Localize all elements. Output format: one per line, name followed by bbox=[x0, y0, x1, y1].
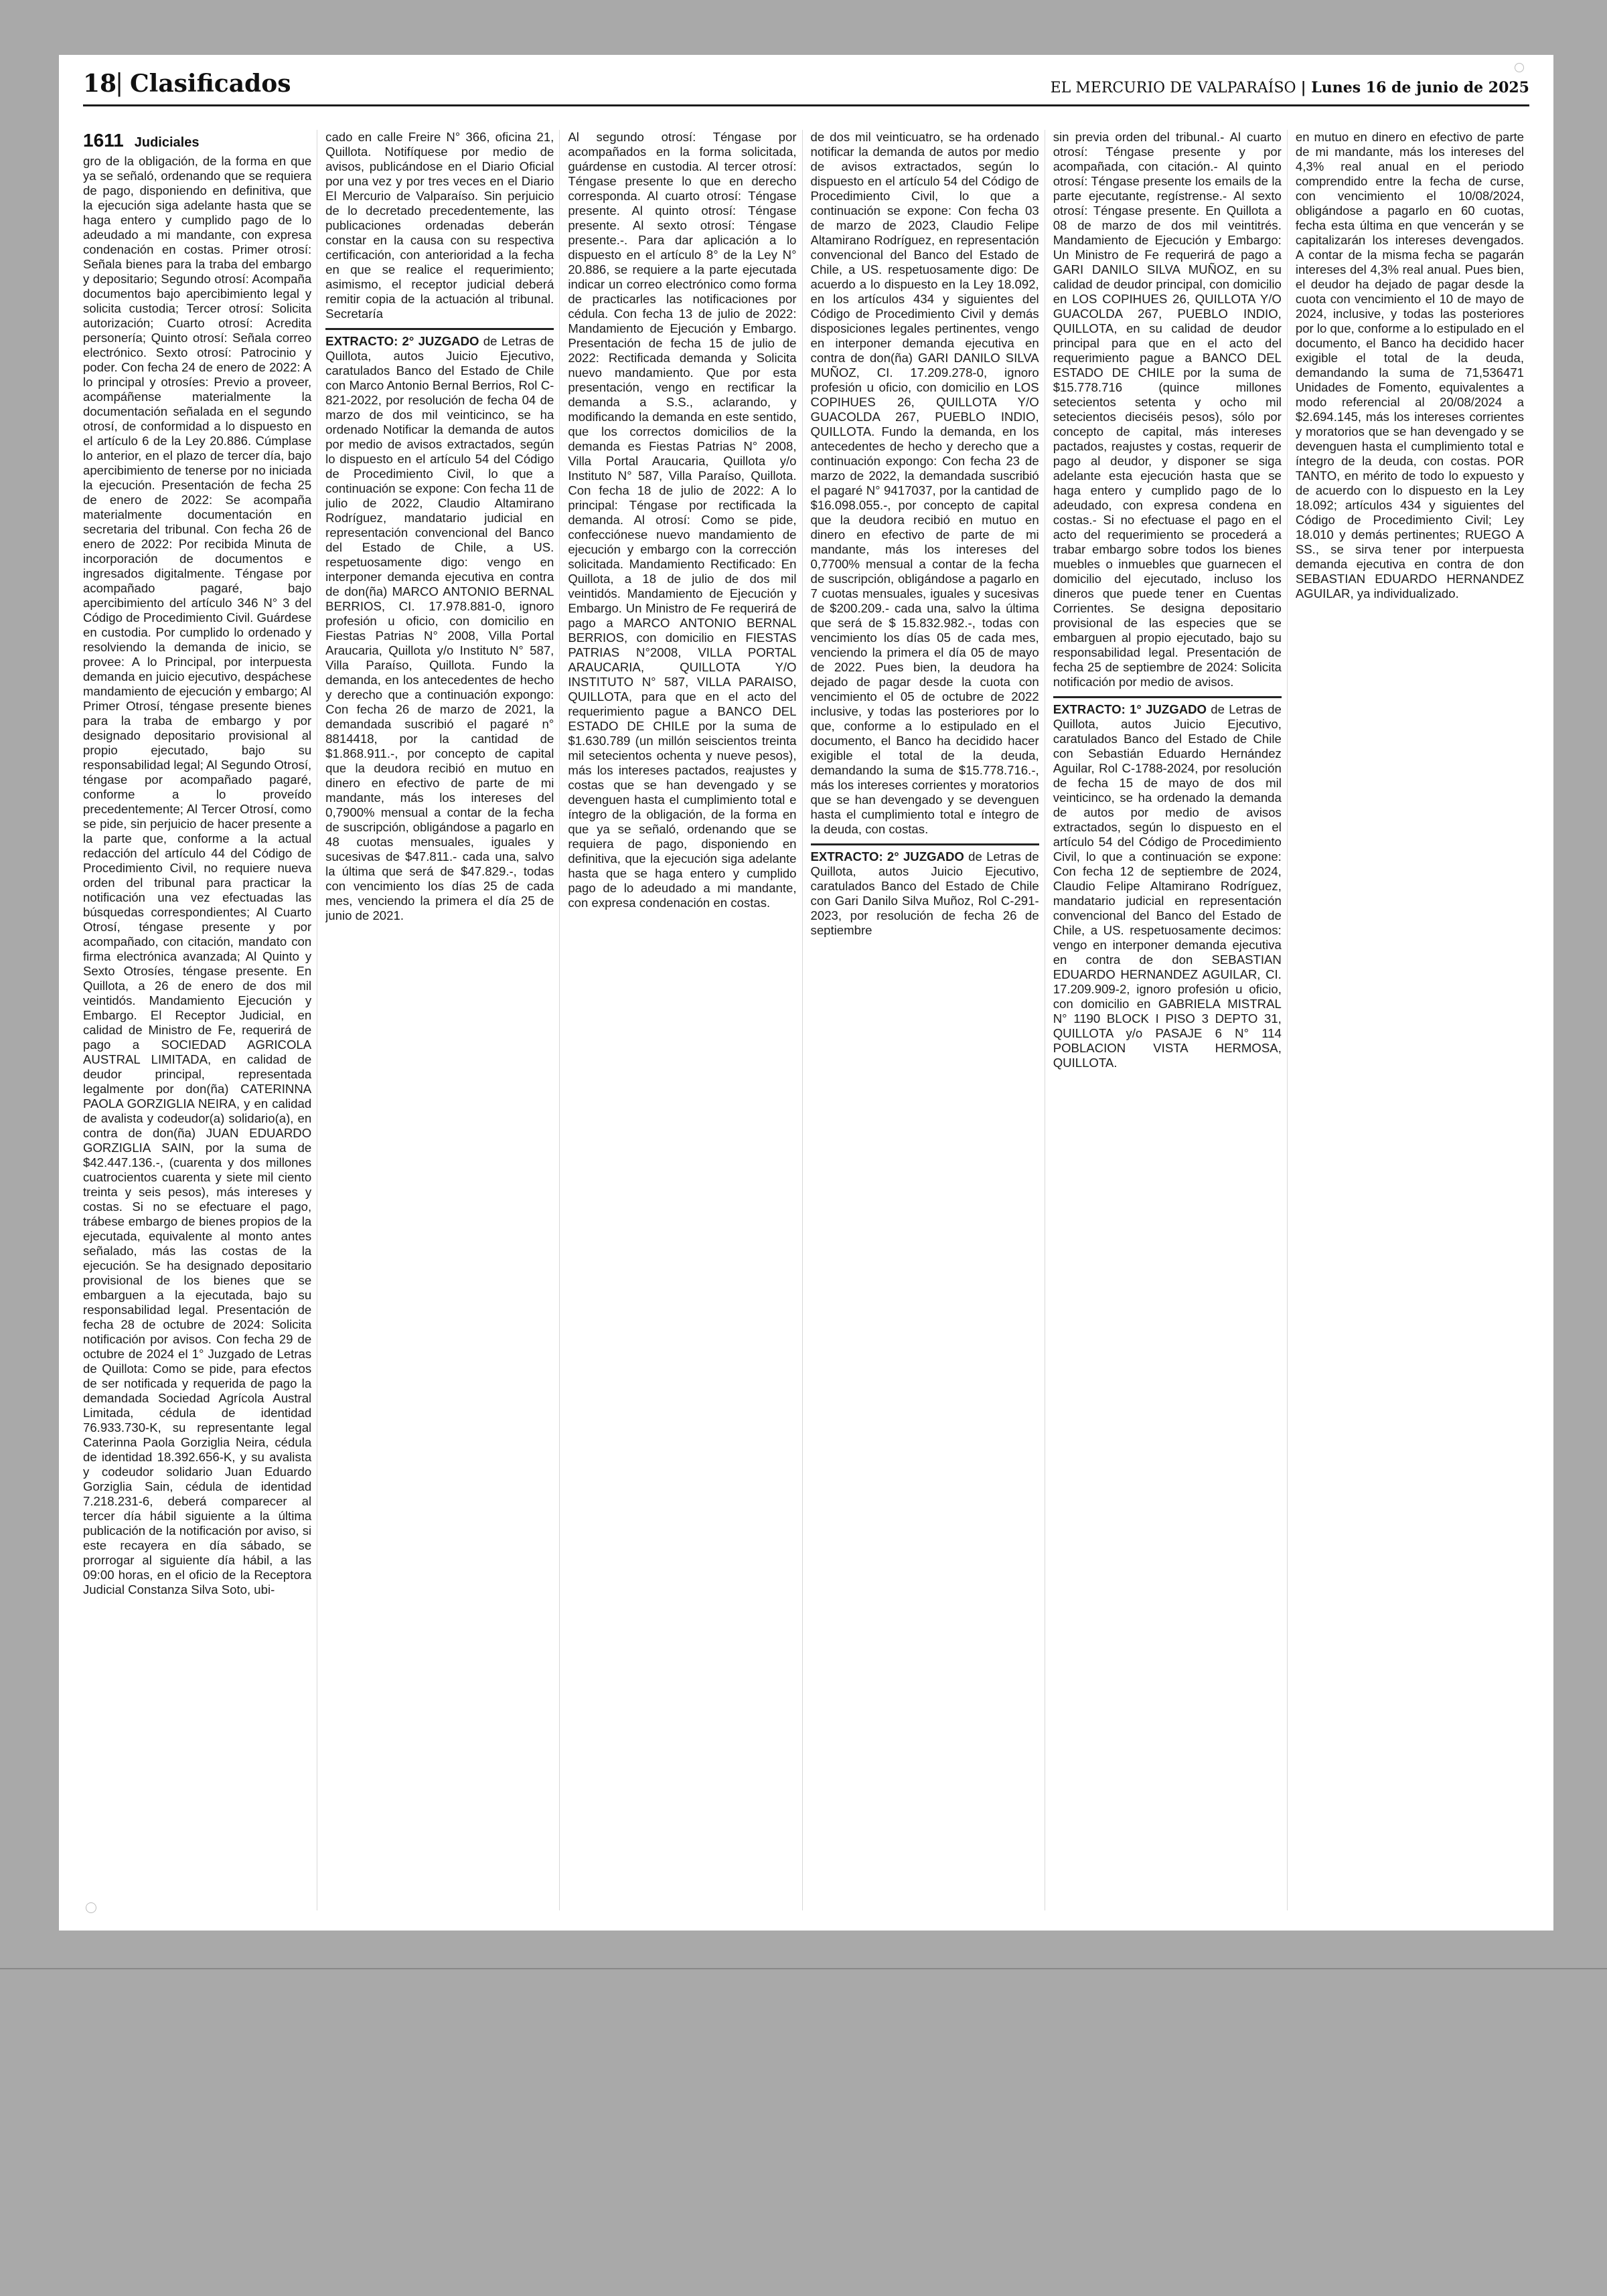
extract-head: EXTRACTO: 1° JUZGADO bbox=[1053, 702, 1207, 716]
extract-head: EXTRACTO: 2° JUZGADO bbox=[810, 849, 964, 864]
header-separator: | bbox=[115, 70, 124, 97]
section-title: Clasificados bbox=[130, 70, 291, 98]
extract-notice bbox=[811, 843, 1039, 938]
column-6 bbox=[1296, 130, 1529, 1910]
masthead: EL MERCURIO DE VALPARAÍSO | Lunes 16 de junio de 2025 bbox=[1050, 79, 1529, 96]
extract-notice bbox=[325, 328, 554, 923]
bottom-rule bbox=[0, 1968, 1607, 1969]
column-3 bbox=[568, 130, 802, 1910]
paper-name: EL MERCURIO DE VALPARAÍSO bbox=[1050, 80, 1296, 96]
column-text: gro de la obligación, de la forma en que ya se señaló, ordenando que se requiera de pago, disponiendo en definitiva, que la ejecución siga adelante hasta que se haga entero y cumplido pago de lo adeudado a mi mandante, con expresa condenación en costas. Primer otrosí: Señala bienes para la traba del embargo y depositario; Segundo otrosí: Acompaña documentos bajo apercibimiento legal y solicita custodia; Tercer otrosí: Solicita autorización; Cuarto otrosí: Acredita personería; Quinto otrosí: Señala correo electrónico. Sexto otrosí: Patrocinio y poder. Con fecha 24 de enero de 2022: A lo principal y otrosíes: Previo a proveer, acompáñense materialmente la documentación señalada en el segundo otrosí, de conformidad a lo dispuesto en el artículo 6 de la Ley 20.886. Cúmplase lo anterior, en el plazo de tercer día, bajo apercibimiento de tenerse por no iniciada la ejecución. Presentación de fecha 25 de enero de 2022: Se acompaña materialmente documentación en secretaria del tribunal. Con fecha 26 de enero de 2022: Por recibida Minuta de incorporación de documentos e ingresados digitalmente. Téngase por acompañado pagaré, bajo apercibimiento del artículo 346 N° 3 del Código de Procedimiento Civil. Guárdese en custodia. Por cumplido lo ordenado y resolviendo la demanda de inicio, se provee: A lo Principal, por interpuesta demanda en juicio ejecutivo, despáchese mandamiento de ejecución y embargo; Al Primer Otrosí, téngase presente bienes para la traba de embargo y por designado depositario provisional al propio ejecutado, bajo su responsabilidad legal; Al Segundo Otrosí, téngase por acompañado pagaré, conforme a lo proveído precedentemente; Al Tercer Otrosí, como se pide, sin perjuicio de hacer presente a la parte que, conforme a la actual redacción del artículo 44 del Código de Procedimiento Civil, no requiere nueva orden del tribunal para practicar la notificación una vez efectuadas las búsquedas correspondientes; Al Cuarto Otrosí, téngase presente y por acompañado, con citación, mandato con firma electrónica avanzada; Al Quinto y Sexto Otrosíes, téngase presente. En Quillota, a 26 de enero de dos mil veintidós. Mandamiento Ejecución y Embargo. El Receptor Judicial, en calidad de Ministro de Fe, requerirá de pago a SOCIEDAD AGRICOLA AUSTRAL LIMITADA, en calidad de deudor principal, representada legalmente por don(ña) CATERINNA PAOLA GORZIGLIA NEIRA, y en calidad de avalista y codeudor(a) solidario(a), en contra de don(ña) JUAN EDUARDO GORZIGLIA SAIN, por la suma de $42.447.136.-, (cuarenta y dos millones cuatrocientos cuarenta y siete mil ciento treinta y seis pesos), más intereses y costas. Si no se efectuare el pago, trábese embargo de bienes propios de la ejecutada, equivalente al monto antes señalado, más las costas de la ejecución. Se ha designado depositario provisional de los bienes que se embarguen a la ejecutada, bajo su responsabilidad legal. Presentación de fecha 28 de octubre de 2024: Solicita notificación por avisos. Con fecha 29 de octubre de 2024 el 1° Juzgado de Letras de Quillota: Como se pide, para efectos de ser notificada y requerida de pago la demandada Sociedad Agrícola Austral Limitada, cédula de identidad 76.933.730-K, su representante legal Caterinna Paola Gorziglia Neira, cédula de identidad 18.392.656-K, y su avalista y codeudor solidario Juan Eduardo Gorziglia Sain, cédula de identidad 7.218.231-6, deberá comparecer al tercer día hábil siguiente a la última publicación de la notificación por aviso, si este recayera en día sábado, se prorrogar al siguiente día hábil, a las 09:00 horas, en el oficio de la Receptora Judicial Constanza Silva Soto, ubi- bbox=[83, 154, 312, 1596]
column-text: de dos mil veinticuatro, se ha ordenado notificar la demanda de autos por medio de avisos extractados, según lo dispuesto en el artículo 54 del Código de Procedimiento Civil, lo que a continuación se expone: Con fecha 03 de marzo de 2023, Claudio Felipe Altamirano Rodríguez, en representación convencional del Banco del Estado de Chile, a US. respetuosamente digo: De acuerdo a lo dispuesto en la Ley 18.092, en los artículos 434 y siguientes del Código de Procedimiento Civil y demás disposiciones legales pertinentes, vengo en interponer demanda ejecutiva en contra de don(ña) GARI DANILO SILVA MUÑOZ, CI. 17.209.278-0, ignoro profesión u oficio, con domicilio en LOS COPIHUES 26, QUILLOTA Y/O GUACOLDA 267, PUEBLO INDIO, QUILLOTA. Fundo la demanda, en los antecedentes de hecho y derecho que a continuación expongo: Con fecha 23 de marzo de 2022, la demandada suscribió el pagaré N° 9417037, por la cantidad de $16.098.055.-, por concepto de capital que la deudora recibió en mutuo en dinero en efectivo de parte de mi mandante, más los intereses del 0,7700% mensual a contar de la fecha de suscripción, obligándose a pagarlo en 7 cuotas mensuales, iguales y sucesivas de $200.209.- cada una, salvo la última que será de $ 15.832.982.-, todas con vencimiento los días 05 de cada mes, venciendo la primera el día 05 de mayo de 2022. Pues bien, la deudora ha dejado de pagar desde la cuota con vencimiento el 05 de octubre de 2022 inclusive, y todas las posteriores por lo que, conforme a lo estipulado en el documento, el Banco ha decidido hacer exigible el total de la deuda, demandando la suma de $15.778.716.-, más los intereses corrientes y moratorios que se han devengado y se devenguen hasta el cumplimiento total e íntegro de la deuda, con costas. bbox=[810, 130, 1039, 836]
registration-mark-icon bbox=[1515, 63, 1524, 72]
column-2 bbox=[325, 130, 560, 1910]
category-lead bbox=[83, 130, 311, 151]
column-5 bbox=[1053, 130, 1288, 1910]
page-header bbox=[83, 62, 1529, 106]
column-text: sin previa orden del tribunal.- Al cuarto otrosí: Téngase presente y por acompañada, con citación.- Al quinto otrosí: Téngase presente los emails de la parte ejecutante, regístrense.- Al sexto otrosí: Téngase presente. En Quillota a 08 de marzo de dos mil veintitrés. Mandamiento de Ejecución y Embargo: Un Ministro de Fe requerirá de pago a GARI DANILO SILVA MUÑOZ, en su calidad de deudor principal, con domicilio en LOS COPIHUES 26, QUILLOTA Y/O GUACOLDA 267, PUEBLO INDIO, QUILLOTA, en su calidad de deudor principal para que en el acto del requerimiento pague a BANCO DEL ESTADO DE CHILE por la suma de $15.778.716 (quince millones setecientos setenta y ocho mil setecientos dieciséis pesos), sólo por concepto de capital, más intereses pactados, reajustes y costas, requerir de pago al deudor, y disponer se siga adelante esta ejecución hasta que se haga entero y cumplido pago de lo adeudado, con expresa condena en costas.- Si no efectuase el pago en el acto del requerimiento se procederá a trabar embargo sobre todos los bienes muebles o inmuebles que guarnecen el domicilio del ejecutado, incluso los dineros que puede tener en Cuentas Corrientes. Se designa depositario provisional de las especies que se embarguen al propio ejecutado, bajo su responsabilidad legal. Presentación de fecha 25 de septiembre de 2024: Solicita notificación por medio de avisos. bbox=[1053, 130, 1282, 689]
extract-text bbox=[325, 334, 554, 923]
column-1 bbox=[83, 130, 317, 1910]
page-number: 18 bbox=[83, 70, 117, 98]
extract-body: de Letras de Quillota, autos Juicio Ejecutivo, caratulados Banco del Estado de Chile con Sebastián Eduardo Hernández Aguilar, Rol C-1788-2024, por resolución de fecha 15 de mayo de dos mil veinticinco, se ha ordenado la demanda de autos por medio de avisos extractados, según lo dispuesto en el artículo 54 del Código de Procedimiento Civil, lo que a continuación se expone: Con fecha 12 de septiembre de 2024, Claudio Felipe Altamirano Rodríguez, mandatario judicial en representación convencional del Banco del Estado de Chile, a US. respetuosamente decimos: vengo en interponer demanda ejecutiva en contra de don SEBASTIAN EDUARDO HERNANDEZ AGUILAR, CI. 17.209.909-2, ignoro profesión u oficio, con domicilio en GABRIELA MISTRAL N° 1190 BLOCK I PISO 3 DEPTO 31, QUILLOTA y/o PASAJE 6 N° 114 POBLACION VISTA HERMOSA, QUILLOTA. bbox=[1053, 702, 1282, 1070]
column-text: en mutuo en dinero en efectivo de parte de mi mandante, más los intereses del 4,3% real anual en el periodo comprendido entre la fecha de curse, con vencimiento el 10/08/2024, obligándose a pagarlo en 60 cuotas, fecha esta última en que vencerán y se capitalizarán los intereses devengados. A contar de la misma fecha se pagarán intereses del 4,3% real anual. Pues bien, el deudor ha dejado de pagar desde la cuota con vencimiento el 10 de mayo de 2024, inclusive, y todas las posteriores por lo que, conforme a lo estipulado en el documento, el Banco ha decidido hacer exigible el total de la deuda, demandando la suma de 71,536471 Unidades de Fomento, equivalentes a modo referencial al 20/08/2024 a $2.694.145, más los intereses corrientes y moratorios que se han devengado y se devenguen hasta el cumplimiento total e íntegro de la deuda, con costas. POR TANTO, en mérito de todo lo expuesto y de acuerdo con lo dispuesto en la Ley 18.092; artículos 434 y siguientes del Código de Procedimiento Civil; Ley 18.010 y demás pertinentes; RUEGO A SS., se sirva tener por interpuesta demanda ejecutiva en contra de don SEBASTIAN EDUARDO HERNANDEZ AGUILAR, ya individualizado. bbox=[1295, 130, 1525, 600]
extract-text bbox=[811, 849, 1039, 938]
column-text: cado en calle Freire N° 366, oficina 21, Quillota. Notifíquese por medio de avisos, publicándose en el Diario Oficial por una vez y por tres veces en el Diario El Mercurio de Valparaíso. Sin perjuicio de lo decretado precedentemente, las publicaciones ordenadas deberán constar en la causa con su respectiva certificación, con anterioridad a la fecha en que se realice el requerimiento; asimismo, el receptor judicial deberá remitir copia de la actuación al tribunal. Secretaría bbox=[325, 130, 554, 321]
newspaper-page bbox=[59, 55, 1553, 1931]
column-text: Al segundo otrosí: Téngase por acompañados en la forma solicitada, guárdense en custodia. Al tercer otrosí: Téngase presente lo que en derecho corresponda. Al cuarto otrosí: Téngase presente. Al quinto otrosí: Téngase presente. Al sexto otrosí: Téngase presente.-. Para dar aplicación a lo dispuesto en el artículo 8° de la Ley N° 20.886, se requiere a la parte ejecutada indicar un correo electrónico como forma de practicarles las notificaciones por cédula. Con fecha 13 de julio de 2022: Mandamiento de Ejecución y Embargo. Presentación de fecha 15 de julio de 2022: Rectificada demanda y Solicita nuevo mandamiento. Que por esta presentación, vengo en rectificar la demanda a S.S., aclarando, y modificando la demanda en este sentido, que los correctos domicilios de la demanda es Fiestas Patrias N° 2008, Villa Portal Araucaria, Quillota y/o Instituto N° 587, Villa Paraíso, Quillota. Con fecha 18 de julio de 2022: A lo principal: Téngase por rectificada la demanda. Al otrosí: Como se pide, confecciónese nuevo mandamiento de ejecución y embargo con la corrección solicitada. Mandamiento Rectificado: En Quillota, a 18 de julio de dos mil veintidós. Mandamiento de Ejecución y Embargo. Un Ministro de Fe requerirá de pago a MARCO ANTONIO BERNAL BERRIOS, con domicilio en FIESTAS PATRIAS N°2008, VILLA PORTAL ARAUCARIA, QUILLOTA Y/O INSTITUTO N° 587, VILLA PARAISO, QUILLOTA, para que en el acto del requerimiento pague a BANCO DEL ESTADO DE CHILE por la suma de $1.630.789 (un millón seiscientos treinta mil setecientos ochenta y nueve pesos), más los intereses pactados, reajustes y costas que se han devengado y se devenguen hasta el cumplimiento total e íntegro de la obligación, de la forma en que ya se señaló, ordenando que se requiera de pago, disponiendo en definitiva, que la ejecución siga adelante hasta que se haga entero y cumplido pago de lo adeudado a mi mandante, con expresa condenación en costas. bbox=[568, 130, 797, 910]
issue-date: Lunes 16 de junio de 2025 bbox=[1311, 79, 1529, 96]
classifieds-columns bbox=[83, 130, 1529, 1910]
column-4 bbox=[811, 130, 1045, 1910]
category-name: Judiciales bbox=[134, 135, 200, 150]
extract-head: EXTRACTO: 2° JUZGADO bbox=[325, 334, 479, 348]
extract-notice bbox=[1053, 696, 1282, 1070]
extract-body: de Letras de Quillota, autos Juicio Ejecutivo, caratulados Banco del Estado de Chile con Marco Antonio Bernal Berrios, Rol C-821-2022, por resolución de fecha 04 de marzo de dos mil veinticinco, se ha ordenado Notificar la demanda de autos por medio de avisos extractados, según lo dispuesto en el artículo 54 del Código de Procedimiento Civil, lo que a continuación se expone: Con fecha 11 de julio de 2022, Claudio Altamirano Rodríguez, mandatario judicial en representación convencional del Banco del Estado de Chile, a US. respetuosamente digo: vengo en interponer demanda ejecutiva en contra de don(ña) MARCO ANTONIO BERNAL BERRIOS, CI. 17.978.881-0, ignoro profesión u oficio, con domicilio en Fiestas Patrias N° 2008, Villa Portal Araucaria, Quillota y/o Instituto N° 587, Villa Paraíso, Quillota. Fundo la demanda, en los antecedentes de hecho y derecho que a continuación expongo: Con fecha 26 de marzo de 2021, la demandada suscribió el pagaré n° 8814418, por la cantidad de $1.868.911.-, por concepto de capital que la deudora recibió en mutuo en dinero en efectivo de parte de mi mandante, más los intereses del 0,7900% mensual a contar de la fecha de suscripción, obligándose a pagarlo en 48 cuotas mensuales, iguales y sucesivas de $47.811.- cada una, salvo la última que será de $47.829.-, todas con vencimiento los días 25 de cada mes, venciendo la primera el día 25 de junio de 2021. bbox=[325, 334, 554, 922]
registration-mark-icon bbox=[86, 1902, 96, 1913]
extract-text bbox=[1053, 702, 1282, 1070]
category-code: 1611 bbox=[83, 130, 124, 151]
extract-body: de Letras de Quillota, autos Juicio Ejecutivo, caratulados Banco del Estado de Chile con Gari Danilo Silva Muñoz, Rol C-291-2023, por resolución de fecha 26 de septiembre bbox=[810, 849, 1039, 937]
